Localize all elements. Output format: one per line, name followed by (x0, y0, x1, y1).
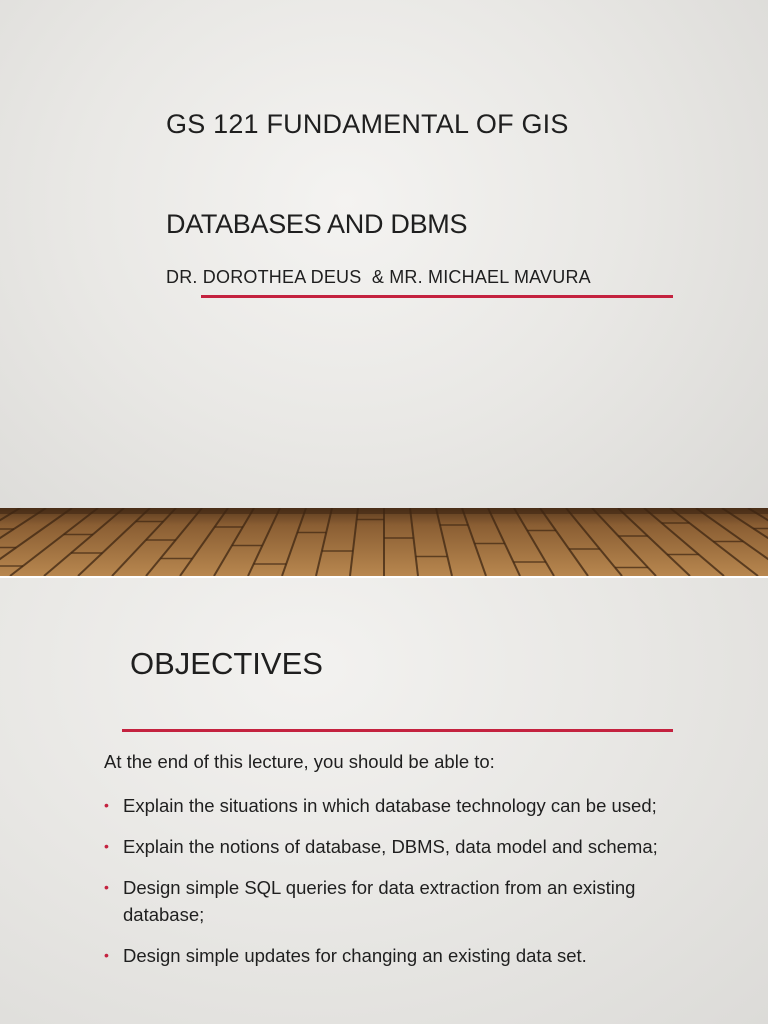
lecture-subtitle: DATABASES AND DBMS (166, 209, 468, 239)
list-item: • Design simple updates for changing an existing data set. (104, 942, 704, 969)
bullet-icon: • (104, 947, 109, 963)
objectives-list (104, 792, 704, 983)
objectives-slide (0, 578, 768, 1024)
authors-line: DR. DOROTHEA DEUS & MR. MICHAEL MAVURA (166, 267, 591, 287)
list-item: • Explain the notions of database, DBMS, data model and schema; (104, 833, 704, 860)
objectives-heading: OBJECTIVES (130, 646, 323, 681)
bullet-icon: • (104, 838, 109, 854)
wooden-floor-image (0, 508, 768, 576)
bullet-icon: • (104, 797, 109, 813)
objectives-divider (122, 729, 673, 732)
title-divider (201, 295, 673, 298)
list-item: • Design simple SQL queries for data extraction from an existing database; (104, 874, 683, 928)
list-item: • Explain the situations in which database technology can be used; (104, 792, 704, 819)
bullet-icon: • (104, 879, 109, 895)
objectives-intro: At the end of this lecture, you should be able to: (104, 751, 495, 772)
course-title: GS 121 FUNDAMENTAL OF GIS (166, 109, 569, 139)
